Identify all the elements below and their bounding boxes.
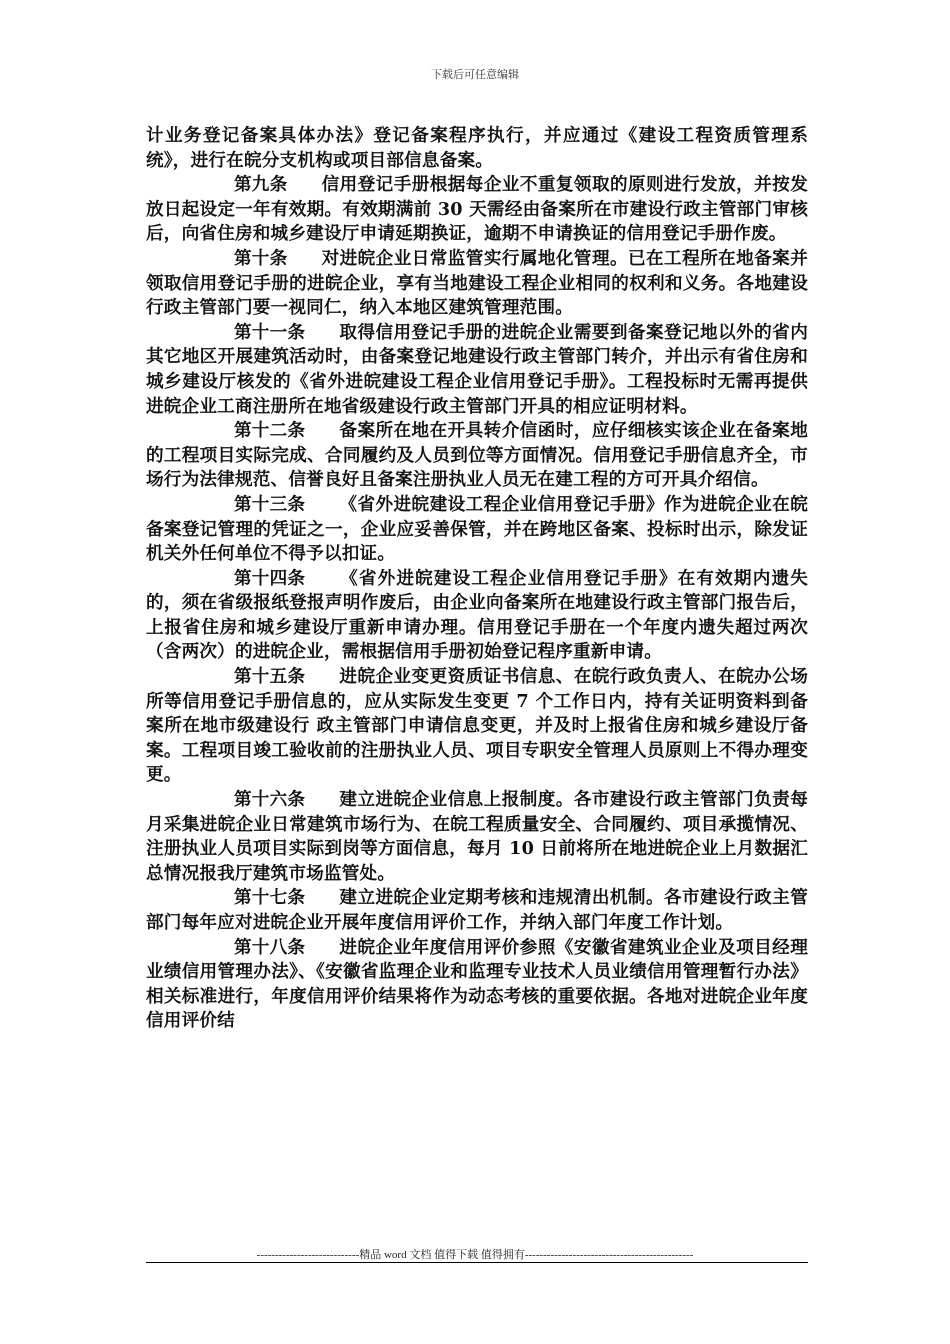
article-paragraph xyxy=(146,936,808,1034)
article-number: 第十二条 xyxy=(234,420,306,442)
article-number: 第十四条 xyxy=(234,567,306,589)
article-paragraph xyxy=(146,321,808,419)
article-paragraph xyxy=(146,247,808,321)
article-paragraph xyxy=(146,419,808,493)
article-paragraph xyxy=(146,173,808,247)
article-paragraph xyxy=(146,886,808,935)
paragraph-text: 对进皖企业日常监管实行属地化管理。已在工程所在地备案并领取信用登记手册的进皖企业，享有当地建设工程企业相同的权利和义务。各地建设行政主管部门要一视同仁，纳入本地区建筑管理范围。 xyxy=(146,247,808,319)
paragraph-text: 《省外进皖建设工程企业信用登记手册》作为进皖企业在皖备案登记管理的凭证之一，企业应妥善保管，并在跨地区备案、投标时出示，除发证机关外任何单位不得予以扣证。 xyxy=(146,493,808,565)
paragraph-text: 信用登记手册根据每企业不重复领取的原则进行发放，并按发放日起设定一年有效期。有效期满前 30 天需经由备案所在市建设行政主管部门审核后，向省住房和城乡建设厅申请延期换证，逾期不申请换证的信用登记手册作废。 xyxy=(146,174,808,245)
paragraph-text: 进皖企业年度信用评价参照《安徽省建筑业企业及项目经理业绩信用管理办法》、《安徽省监理企业和监理专业技术人员业绩信用管理暂行办法》相关标准进行，年度信用评价结果将作为动态考核的重要依据。各地对进皖企业年度信用评价结 xyxy=(146,936,808,1032)
article-paragraph xyxy=(146,567,808,665)
article-number: 第十三条 xyxy=(234,493,306,515)
article-paragraph xyxy=(146,665,808,788)
paragraph xyxy=(146,124,808,173)
article-number: 第十一条 xyxy=(234,321,306,343)
article-number: 第九条 xyxy=(234,174,288,196)
article-number: 第十条 xyxy=(234,247,288,269)
page-header: 下载后可任意编辑 xyxy=(431,69,519,81)
paragraph-text: 计业务登记备案具体办法》登记备案程序执行，并应通过《建设工程资质管理系统》，进行在皖分支机构或项目部信息备案。 xyxy=(146,125,808,171)
article-number: 第十六条 xyxy=(234,789,306,811)
paragraph-text: 取得信用登记手册的进皖企业需要到备案登记地以外的省内其它地区开展建筑活动时，由备案登记地建设行政主管部门转介，并出示有省住房和城乡建设厅核发的《省外进皖建设工程企业信用登记手册》。工程投标时无需再提供进皖企业工商注册所在地省级建设行政主管部门开具的相应证明材料。 xyxy=(146,321,808,417)
paragraph-text: 备案所在地在开具转介信函时，应仔细核实该企业在备案地的工程项目实际完成、合同履约及人员到位等方面情况。信用登记手册信息齐全，市场行为法律规范、信誉良好且备案注册执业人员无在建工程的方可开具介绍信。 xyxy=(146,420,808,491)
document-body xyxy=(146,124,808,1034)
page-footer: ----------------------------精品 word 文档 值得下载 值得拥有---------------------------------------------- xyxy=(256,1249,694,1261)
article-paragraph xyxy=(146,493,808,567)
paragraph-text: 建立进皖企业定期考核和违规清出机制。各市建设行政主管部门每年应对进皖企业开展年度信用评价工作，并纳入部门年度工作计划。 xyxy=(146,887,808,933)
article-number: 第十八条 xyxy=(234,936,306,958)
paragraph-text: 建立进皖企业信息上报制度。各市建设行政主管部门负责每月采集进皖企业日常建筑市场行为、在皖工程质量安全、合同履约、项目承揽情况、注册执业人员项目实际到岗等方面信息，每月 10 日前将所在地进皖企业上月数据汇总情况报我厅建筑市场监管处。 xyxy=(146,789,808,884)
footer-divider xyxy=(146,1262,808,1263)
paragraph-text: 《省外进皖建设工程企业信用登记手册》在有效期内遗失的，须在省级报纸登报声明作废后，由企业向备案所在地建设行政主管部门报告后，上报省住房和城乡建设厅重新申请办理。信用登记手册在一个年度内遗失超过两次（含两次）的进皖企业，需根据信用手册初始登记程序重新申请。 xyxy=(146,567,808,663)
article-number: 第十五条 xyxy=(234,666,306,688)
article-paragraph xyxy=(146,788,808,886)
article-number: 第十七条 xyxy=(234,887,306,909)
paragraph-text: 进皖企业变更资质证书信息、在皖行政负责人、在皖办公场所等信用登记手册信息的，应从实际发生变更 7 个工作日内，持有关证明资料到备案所在地市级建设行 政主管部门申请信息变更，并及时上报省住房和城乡建设厅备案。工程项目竣工验收前的注册执业人员、项目专职安全管理人员原则上不得办理变更。 xyxy=(146,666,808,786)
